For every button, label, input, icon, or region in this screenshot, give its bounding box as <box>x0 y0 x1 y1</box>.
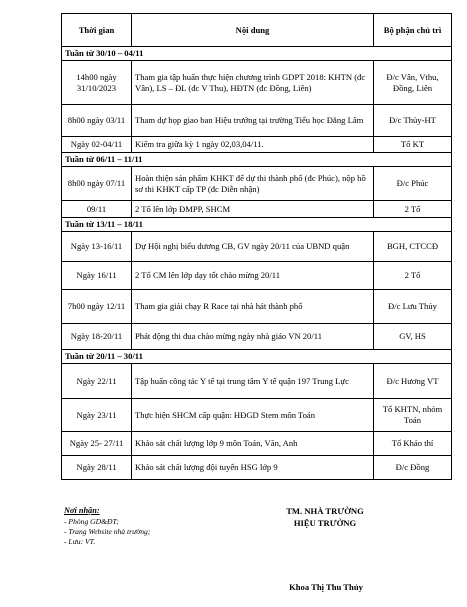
recipient-line: - Phòng GD&ĐT; <box>64 516 119 526</box>
schedule-table <box>61 13 452 480</box>
cell-owner: 2 Tổ <box>374 262 452 290</box>
signature-block <box>250 506 400 529</box>
cell-time: 8h00 ngày 03/11 <box>62 105 132 137</box>
cell-owner: Đ/c Thủy-HT <box>374 105 452 137</box>
table-row <box>62 201 452 218</box>
table-row <box>62 61 452 105</box>
week-row <box>62 153 452 167</box>
table-row <box>62 399 452 432</box>
cell-time: Ngày 18-20/11 <box>62 324 132 350</box>
table-row <box>62 167 452 201</box>
cell-content: Tập huấn công tác Y tế tại trung tâm Y tế quận 197 Trung Lực <box>132 364 374 399</box>
cell-owner: BGH, CTCCĐ <box>374 232 452 262</box>
cell-time: Ngày 25- 27/11 <box>62 432 132 456</box>
cell-owner: 2 Tổ <box>374 201 452 218</box>
header-owner: Bộ phận chủ trì <box>374 14 452 47</box>
table-row <box>62 364 452 399</box>
cell-content: Tham dự họp giao ban Hiệu trưởng tại trường Tiểu học Đằng Lâm <box>132 105 374 137</box>
cell-content: Thực hiện SHCM cấp quận: HĐGD Stem môn Toán <box>132 399 374 432</box>
cell-time: Ngày 28/11 <box>62 456 132 480</box>
table-row <box>62 290 452 324</box>
cell-owner: Đ/c Lưu Thủy <box>374 290 452 324</box>
cell-content: Khảo sát chất lượng đội tuyển HSG lớp 9 <box>132 456 374 480</box>
cell-owner: GV, HS <box>374 324 452 350</box>
cell-content: 2 Tổ CM lên lớp dạy tốt chào mừng 20/11 <box>132 262 374 290</box>
week-title: Tuần từ 06/11 – 11/11 <box>62 153 452 167</box>
table-row <box>62 105 452 137</box>
cell-content: Tham gia giải chạy R Race tại nhà hát thành phố <box>132 290 374 324</box>
cell-time: Ngày 22/11 <box>62 364 132 399</box>
cell-content: Kiểm tra giữa kỳ 1 ngày 02,03,04/11. <box>132 137 374 153</box>
cell-time: 7h00 ngày 12/11 <box>62 290 132 324</box>
week-title: Tuần từ 13/11 – 18/11 <box>62 218 452 232</box>
week-row <box>62 47 452 61</box>
cell-content: Dự Hội nghị biểu dương CB, GV ngày 20/11 của UBND quận <box>132 232 374 262</box>
cell-time: 09/11 <box>62 201 132 218</box>
cell-owner: Tổ KHTN, nhóm Toán <box>374 399 452 432</box>
cell-content: Tham gia tập huấn thực hiện chương trình GDPT 2018: KHTN (đc Vân), LS – ĐL (đc V Thu), HĐTN (đc Đồng, Liên) <box>132 61 374 105</box>
cell-owner: Đ/c Phúc <box>374 167 452 201</box>
table-row <box>62 324 452 350</box>
cell-time: Ngày 13-16/11 <box>62 232 132 262</box>
header-time: Thời gian <box>62 14 132 47</box>
cell-content: Hoàn thiện sản phẩm KHKT để dự thi thành phố (đc Phúc), nộp hồ sơ thi KHKT cấp TP (đc Diễn nhận) <box>132 167 374 201</box>
recipients-title: Nơi nhận: <box>64 506 100 515</box>
sign-on-behalf: TM. NHÀ TRƯỜNG <box>286 506 364 516</box>
cell-owner: Tổ KT <box>374 137 452 153</box>
cell-time: Ngày 23/11 <box>62 399 132 432</box>
table-row <box>62 456 452 480</box>
cell-content: Phát động thi đua chào mừng ngày nhà giáo VN 20/11 <box>132 324 374 350</box>
recipient-line: - Trang Website nhà trường; <box>64 526 151 536</box>
cell-time: 8h00 ngày 07/11 <box>62 167 132 201</box>
cell-owner: Tổ Khảo thí <box>374 432 452 456</box>
week-title: Tuần từ 20/11 – 30/11 <box>62 350 452 364</box>
week-row <box>62 350 452 364</box>
table-row <box>62 432 452 456</box>
header-content: Nội dung <box>132 14 374 47</box>
cell-owner: Đ/c Hương VT <box>374 364 452 399</box>
week-row <box>62 218 452 232</box>
cell-content: Khảo sát chất lượng lớp 9 môn Toán, Văn, Anh <box>132 432 374 456</box>
table-row <box>62 137 452 153</box>
sign-title: HIỆU TRƯỞNG <box>293 517 357 528</box>
cell-owner: Đ/c Đồng <box>374 456 452 480</box>
table-header-row <box>62 14 452 47</box>
week-title: Tuần từ 30/10 – 04/11 <box>62 47 452 61</box>
cell-time: Ngày 02-04/11 <box>62 137 132 153</box>
table-row <box>62 262 452 290</box>
signer-name: Khoa Thị Thu Thủy <box>289 582 363 592</box>
recipients-block <box>64 506 234 546</box>
recipient-line: - Lưu: VT. <box>64 536 96 546</box>
cell-time: 14h00 ngày 31/10/2023 <box>62 61 132 105</box>
cell-time: Ngày 16/11 <box>62 262 132 290</box>
table-row <box>62 232 452 262</box>
cell-content: 2 Tổ lên lớp ĐMPP, SHCM <box>132 201 374 218</box>
cell-owner: Đ/c Vân, Vthu, Đồng, Liên <box>374 61 452 105</box>
